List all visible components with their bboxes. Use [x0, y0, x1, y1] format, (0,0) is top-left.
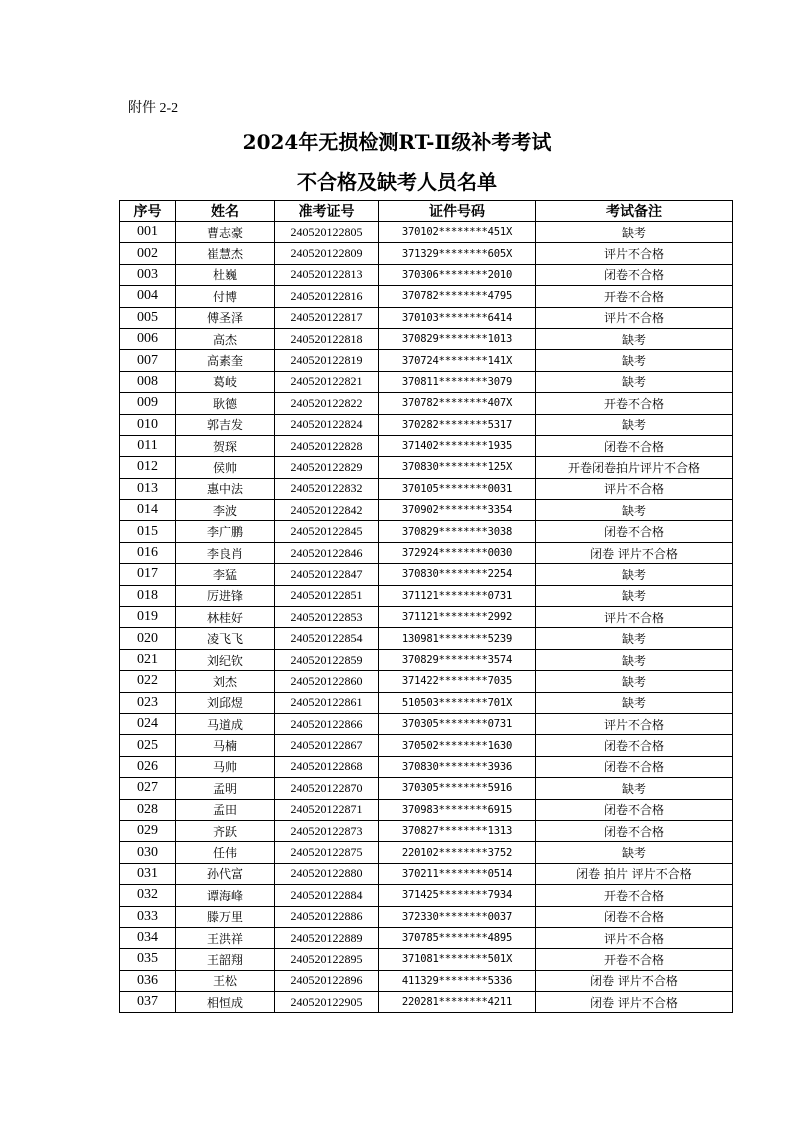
- row-id-no: 370305********0731: [379, 713, 536, 734]
- row-note: 开卷不合格: [536, 393, 733, 414]
- row-note: 缺考: [536, 414, 733, 435]
- table-row: [120, 371, 733, 392]
- row-id-no: 370211********0514: [379, 863, 536, 884]
- table-row: [120, 778, 733, 799]
- row-name: 马帅: [176, 756, 275, 777]
- row-id-no: 370306********2010: [379, 264, 536, 285]
- row-exam-no: 240520122860: [275, 671, 379, 692]
- row-exam-no: 240520122847: [275, 564, 379, 585]
- row-seq: 035: [120, 949, 176, 970]
- row-note: 缺考: [536, 350, 733, 371]
- row-exam-no: 240520122905: [275, 992, 379, 1013]
- row-name: 惠中法: [176, 478, 275, 499]
- row-note: 评片不合格: [536, 927, 733, 948]
- row-seq: 003: [120, 264, 176, 285]
- document-title: 2024年无损检测RT-Ⅱ级补考考试: [242, 130, 552, 154]
- row-note: 闭卷不合格: [536, 735, 733, 756]
- row-seq: 025: [120, 735, 176, 756]
- row-seq: 012: [120, 457, 176, 478]
- row-id-no: 370830********2254: [379, 564, 536, 585]
- row-seq: 024: [120, 713, 176, 734]
- row-exam-no: 240520122854: [275, 628, 379, 649]
- row-seq: 030: [120, 842, 176, 863]
- table-row: [120, 927, 733, 948]
- row-name: 葛岐: [176, 371, 275, 392]
- row-note: 闭卷不合格: [536, 799, 733, 820]
- row-exam-no: 240520122867: [275, 735, 379, 756]
- row-seq: 011: [120, 435, 176, 456]
- row-exam-no: 240520122859: [275, 649, 379, 670]
- row-note: 评片不合格: [536, 307, 733, 328]
- table-row: [120, 435, 733, 456]
- row-name: 曹志豪: [176, 222, 275, 243]
- row-note: 评片不合格: [536, 713, 733, 734]
- row-name: 王洪祥: [176, 927, 275, 948]
- row-seq: 004: [120, 286, 176, 307]
- row-exam-no: 240520122817: [275, 307, 379, 328]
- table-row: [120, 949, 733, 970]
- row-id-no: 371121********0731: [379, 585, 536, 606]
- row-note: 缺考: [536, 692, 733, 713]
- row-note: 闭卷不合格: [536, 264, 733, 285]
- row-note: 缺考: [536, 778, 733, 799]
- row-seq: 008: [120, 371, 176, 392]
- row-id-no: 370829********3574: [379, 649, 536, 670]
- column-header-id-no: 证件号码: [379, 201, 536, 222]
- row-id-no: 371425********7934: [379, 885, 536, 906]
- row-exam-no: 240520122880: [275, 863, 379, 884]
- row-note: 缺考: [536, 585, 733, 606]
- row-id-no: 370305********5916: [379, 778, 536, 799]
- row-id-no: 370902********3354: [379, 500, 536, 521]
- table-row: [120, 842, 733, 863]
- row-name: 李广鹏: [176, 521, 275, 542]
- row-note: 缺考: [536, 371, 733, 392]
- row-seq: 018: [120, 585, 176, 606]
- row-id-no: 220102********3752: [379, 842, 536, 863]
- row-name: 崔慧杰: [176, 243, 275, 264]
- table-row: [120, 307, 733, 328]
- table-row: [120, 992, 733, 1013]
- table-row: [120, 564, 733, 585]
- row-seq: 017: [120, 564, 176, 585]
- table-row: [120, 222, 733, 243]
- row-seq: 031: [120, 863, 176, 884]
- row-seq: 027: [120, 778, 176, 799]
- row-seq: 029: [120, 820, 176, 841]
- row-name: 刘杰: [176, 671, 275, 692]
- row-seq: 015: [120, 521, 176, 542]
- row-note: 闭卷 评片不合格: [536, 970, 733, 991]
- row-note: 开卷不合格: [536, 286, 733, 307]
- table-header-row: [120, 201, 733, 222]
- row-name: 侯帅: [176, 457, 275, 478]
- row-note: 闭卷 拍片 评片不合格: [536, 863, 733, 884]
- row-name: 付博: [176, 286, 275, 307]
- table-row: [120, 286, 733, 307]
- row-note: 开卷闭卷拍片评片不合格: [536, 457, 733, 478]
- row-note: 闭卷不合格: [536, 435, 733, 456]
- row-exam-no: 240520122895: [275, 949, 379, 970]
- table-row: [120, 393, 733, 414]
- row-seq: 036: [120, 970, 176, 991]
- row-exam-no: 240520122809: [275, 243, 379, 264]
- table-row: [120, 820, 733, 841]
- row-exam-no: 240520122842: [275, 500, 379, 521]
- column-header-exam-no: 准考证号: [275, 201, 379, 222]
- row-id-no: 372924********0030: [379, 542, 536, 563]
- row-id-no: 370811********3079: [379, 371, 536, 392]
- row-id-no: 370829********1013: [379, 328, 536, 349]
- table-row: [120, 521, 733, 542]
- row-seq: 014: [120, 500, 176, 521]
- row-note: 缺考: [536, 222, 733, 243]
- row-name: 王松: [176, 970, 275, 991]
- row-name: 郭吉发: [176, 414, 275, 435]
- row-name: 李猛: [176, 564, 275, 585]
- row-exam-no: 240520122813: [275, 264, 379, 285]
- row-name: 任伟: [176, 842, 275, 863]
- row-exam-no: 240520122873: [275, 820, 379, 841]
- row-note: 闭卷不合格: [536, 521, 733, 542]
- row-name: 刘邱煜: [176, 692, 275, 713]
- row-seq: 034: [120, 927, 176, 948]
- row-note: 缺考: [536, 628, 733, 649]
- column-header-note: 考试备注: [536, 201, 733, 222]
- row-id-no: 370782********4795: [379, 286, 536, 307]
- row-seq: 001: [120, 222, 176, 243]
- row-id-no: 411329********5336: [379, 970, 536, 991]
- row-id-no: 370782********407X: [379, 393, 536, 414]
- row-id-no: 371081********501X: [379, 949, 536, 970]
- row-seq: 020: [120, 628, 176, 649]
- table-row: [120, 328, 733, 349]
- table-row: [120, 500, 733, 521]
- row-seq: 028: [120, 799, 176, 820]
- row-exam-no: 240520122845: [275, 521, 379, 542]
- row-note: 闭卷不合格: [536, 820, 733, 841]
- row-note: 评片不合格: [536, 607, 733, 628]
- row-name: 杜巍: [176, 264, 275, 285]
- row-note: 开卷不合格: [536, 885, 733, 906]
- row-id-no: 370105********0031: [379, 478, 536, 499]
- row-exam-no: 240520122889: [275, 927, 379, 948]
- row-name: 齐跃: [176, 820, 275, 841]
- row-name: 谭海峰: [176, 885, 275, 906]
- row-name: 刘纪钦: [176, 649, 275, 670]
- row-id-no: 370282********5317: [379, 414, 536, 435]
- row-exam-no: 240520122870: [275, 778, 379, 799]
- row-seq: 013: [120, 478, 176, 499]
- row-name: 马道成: [176, 713, 275, 734]
- row-name: 傅圣泽: [176, 307, 275, 328]
- row-seq: 022: [120, 671, 176, 692]
- attachment-label: 附件 2-2: [128, 101, 179, 116]
- table-row: [120, 607, 733, 628]
- row-seq: 021: [120, 649, 176, 670]
- row-note: 闭卷 评片不合格: [536, 992, 733, 1013]
- table-row: [120, 799, 733, 820]
- row-id-no: 370830********125X: [379, 457, 536, 478]
- row-id-no: 371121********2992: [379, 607, 536, 628]
- column-header-name: 姓名: [176, 201, 275, 222]
- row-seq: 032: [120, 885, 176, 906]
- row-exam-no: 240520122875: [275, 842, 379, 863]
- table-row: [120, 585, 733, 606]
- row-seq: 002: [120, 243, 176, 264]
- row-note: 缺考: [536, 649, 733, 670]
- table-row: [120, 628, 733, 649]
- table-row: [120, 243, 733, 264]
- row-name: 凌飞飞: [176, 628, 275, 649]
- row-note: 闭卷不合格: [536, 756, 733, 777]
- row-name: 耿德: [176, 393, 275, 414]
- row-id-no: 372330********0037: [379, 906, 536, 927]
- row-exam-no: 240520122829: [275, 457, 379, 478]
- row-name: 林桂好: [176, 607, 275, 628]
- row-id-no: 371329********605X: [379, 243, 536, 264]
- row-name: 孙代富: [176, 863, 275, 884]
- row-note: 闭卷不合格: [536, 906, 733, 927]
- row-name: 孟明: [176, 778, 275, 799]
- row-seq: 019: [120, 607, 176, 628]
- table-row: [120, 671, 733, 692]
- table-row: [120, 885, 733, 906]
- row-exam-no: 240520122821: [275, 371, 379, 392]
- row-name: 相恒成: [176, 992, 275, 1013]
- row-id-no: 370785********4895: [379, 927, 536, 948]
- document-subtitle: 不合格及缺考人员名单: [297, 170, 497, 194]
- row-id-no: 370502********1630: [379, 735, 536, 756]
- row-exam-no: 240520122832: [275, 478, 379, 499]
- column-header-seq: 序号: [120, 201, 176, 222]
- row-note: 缺考: [536, 671, 733, 692]
- row-exam-no: 240520122819: [275, 350, 379, 371]
- table-row: [120, 756, 733, 777]
- row-id-no: 370102********451X: [379, 222, 536, 243]
- table-row: [120, 692, 733, 713]
- row-seq: 007: [120, 350, 176, 371]
- results-table: [119, 200, 733, 1013]
- row-seq: 016: [120, 542, 176, 563]
- table-row: [120, 264, 733, 285]
- row-id-no: 370829********3038: [379, 521, 536, 542]
- row-exam-no: 240520122822: [275, 393, 379, 414]
- row-seq: 009: [120, 393, 176, 414]
- table-row: [120, 713, 733, 734]
- row-name: 马楠: [176, 735, 275, 756]
- table-row: [120, 735, 733, 756]
- row-id-no: 220281********4211: [379, 992, 536, 1013]
- row-name: 厉进锋: [176, 585, 275, 606]
- row-exam-no: 240520122896: [275, 970, 379, 991]
- table-row: [120, 542, 733, 563]
- row-note: 缺考: [536, 842, 733, 863]
- row-exam-no: 240520122805: [275, 222, 379, 243]
- row-note: 开卷不合格: [536, 949, 733, 970]
- table-row: [120, 649, 733, 670]
- row-name: 高杰: [176, 328, 275, 349]
- row-exam-no: 240520122818: [275, 328, 379, 349]
- table-row: [120, 970, 733, 991]
- table-row: [120, 457, 733, 478]
- row-name: 孟田: [176, 799, 275, 820]
- row-exam-no: 240520122884: [275, 885, 379, 906]
- row-id-no: 510503********701X: [379, 692, 536, 713]
- row-id-no: 370724********141X: [379, 350, 536, 371]
- row-seq: 006: [120, 328, 176, 349]
- row-exam-no: 240520122853: [275, 607, 379, 628]
- row-note: 评片不合格: [536, 478, 733, 499]
- row-id-no: 371422********7035: [379, 671, 536, 692]
- table-row: [120, 414, 733, 435]
- row-name: 滕万里: [176, 906, 275, 927]
- row-seq: 023: [120, 692, 176, 713]
- row-name: 高素奎: [176, 350, 275, 371]
- row-exam-no: 240520122886: [275, 906, 379, 927]
- table-row: [120, 906, 733, 927]
- table-row: [120, 478, 733, 499]
- row-exam-no: 240520122846: [275, 542, 379, 563]
- row-name: 贺琛: [176, 435, 275, 456]
- row-exam-no: 240520122861: [275, 692, 379, 713]
- row-note: 缺考: [536, 500, 733, 521]
- row-seq: 033: [120, 906, 176, 927]
- row-seq: 010: [120, 414, 176, 435]
- row-name: 李良肖: [176, 542, 275, 563]
- row-id-no: 370830********3936: [379, 756, 536, 777]
- row-id-no: 371402********1935: [379, 435, 536, 456]
- row-note: 闭卷 评片不合格: [536, 542, 733, 563]
- row-seq: 005: [120, 307, 176, 328]
- row-exam-no: 240520122866: [275, 713, 379, 734]
- row-exam-no: 240520122828: [275, 435, 379, 456]
- row-exam-no: 240520122816: [275, 286, 379, 307]
- row-exam-no: 240520122868: [275, 756, 379, 777]
- row-exam-no: 240520122851: [275, 585, 379, 606]
- row-name: 王韶翔: [176, 949, 275, 970]
- row-id-no: 130981********5239: [379, 628, 536, 649]
- row-seq: 026: [120, 756, 176, 777]
- row-seq: 037: [120, 992, 176, 1013]
- row-id-no: 370983********6915: [379, 799, 536, 820]
- row-note: 评片不合格: [536, 243, 733, 264]
- row-exam-no: 240520122871: [275, 799, 379, 820]
- row-id-no: 370103********6414: [379, 307, 536, 328]
- table-row: [120, 350, 733, 371]
- row-note: 缺考: [536, 328, 733, 349]
- row-id-no: 370827********1313: [379, 820, 536, 841]
- row-exam-no: 240520122824: [275, 414, 379, 435]
- row-name: 李波: [176, 500, 275, 521]
- row-note: 缺考: [536, 564, 733, 585]
- table-row: [120, 863, 733, 884]
